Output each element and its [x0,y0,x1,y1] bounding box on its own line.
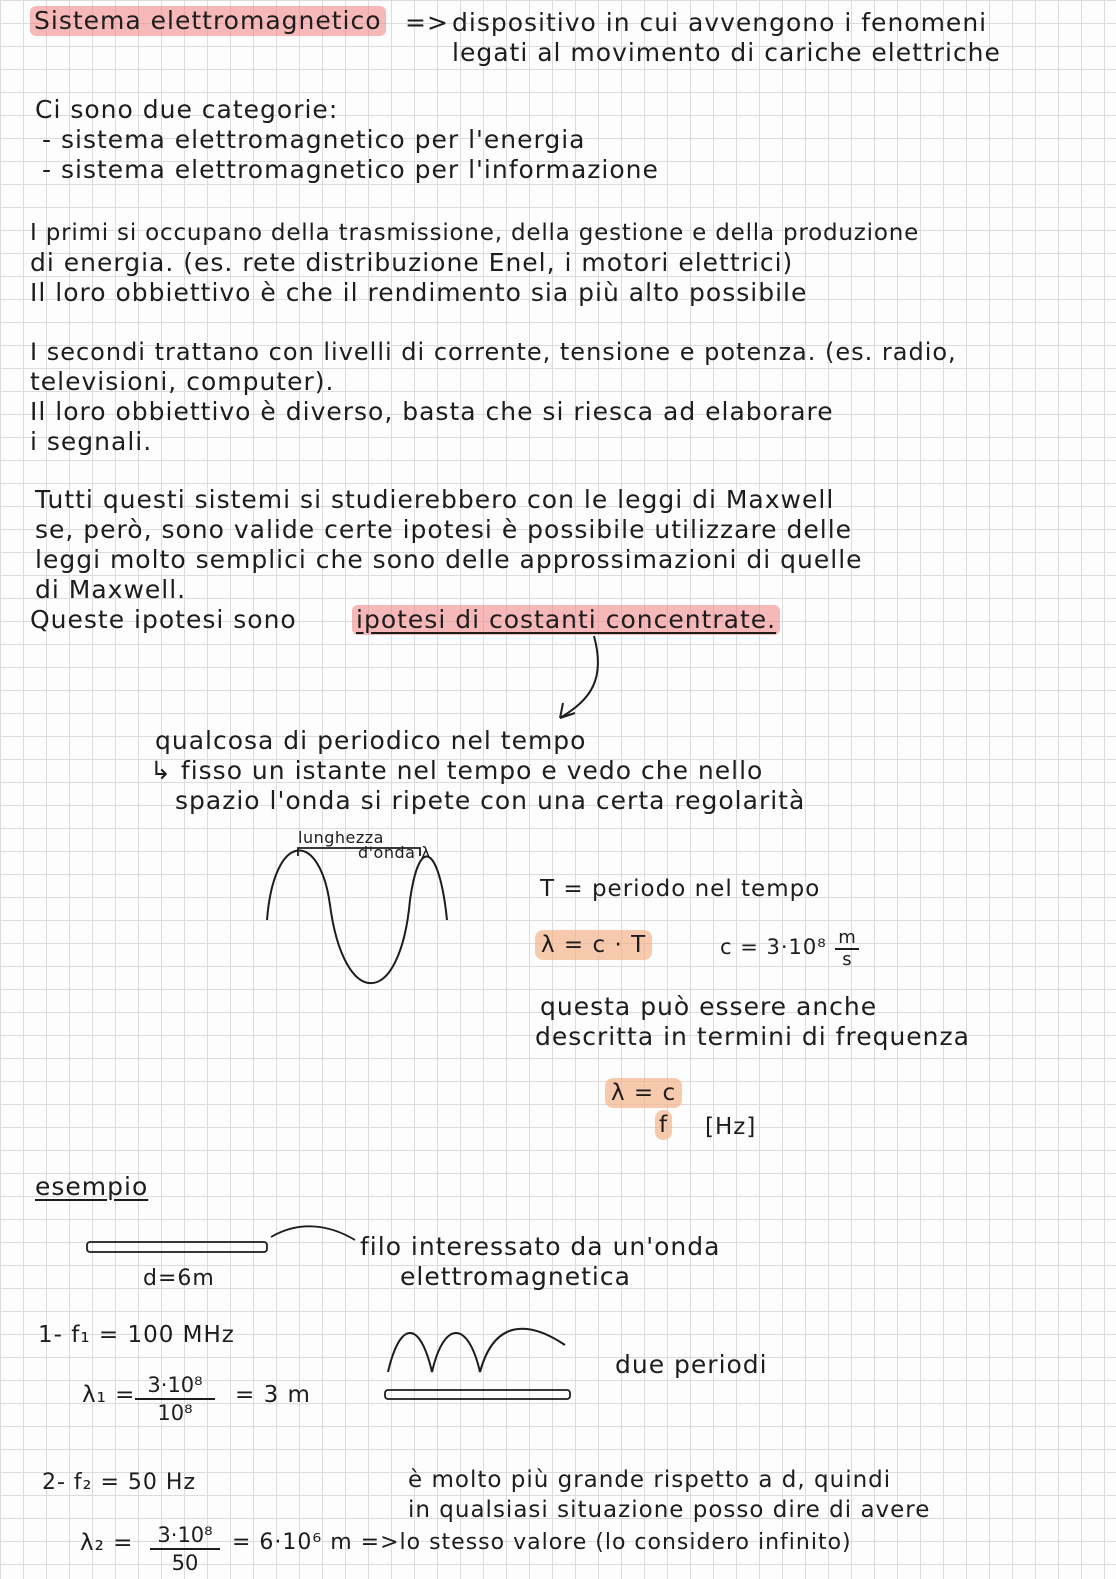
c-unit [835,928,859,970]
maxwell-line-2: se, però, sono valide certe ipotesi è possibile utilizzare delle [35,515,853,544]
c-value: c = 3·10⁸ [720,935,827,959]
lambda-cf-denominator: f [655,1110,672,1140]
example-title: esempio [35,1172,149,1201]
wire-length: d=6m [143,1266,215,1291]
example-1-result: = 3 m [235,1382,311,1408]
definition-line-1: dispositivo in cui avvengono i fenomeni [452,8,988,37]
maxwell-line-3: leggi molto semplici che sono delle approssimazioni di quelle [35,545,863,574]
categories-intro: Ci sono due categorie: [35,95,339,124]
example-2-lhs: λ₂ = [80,1530,134,1556]
secondi-line-4: i segnali. [30,427,153,456]
frequency-line-2: descritta in termini di frequenza [535,1022,970,1051]
c-unit-numerator: m [838,927,856,948]
period-definition: T = periodo nel tempo [540,876,821,902]
wire-drawing-2 [385,1390,570,1399]
periodic-line-3: spazio l'onda si ripete con una certa regolarità [175,786,806,815]
wavelength-label-1: lunghezza [298,828,384,847]
example-1-numerator: 3·10⁸ [147,1373,203,1397]
lambda-ct-formula: λ = c · T [535,930,652,960]
lambda-cf-formula: λ = c [605,1078,682,1108]
secondi-line-3: Il loro obbiettivo è diverso, basta che si riesca ad elaborare [30,397,834,426]
example-2-comment-1: è molto più grande rispetto a d, quindi [408,1467,892,1493]
example-1-lhs: λ₁ = [82,1382,136,1408]
two-periods-label: due periodi [615,1350,768,1379]
example-2-result: = 6·10⁶ m =>lo stesso valore (lo considero infinito) [232,1530,852,1555]
example-1-denominator: 10⁸ [135,1398,215,1426]
frequency-line-1: questa può essere anche [540,992,878,1021]
secondi-line-1: I secondi trattano con livelli di corrente, tensione e potenza. (es. radio, [30,338,957,366]
wire-drawing [87,1242,267,1252]
implies-arrow: => [405,8,449,37]
wire-pointer [271,1226,355,1240]
periodic-line-1: qualcosa di periodico nel tempo [155,726,587,755]
example-2-denominator: 50 [150,1548,220,1576]
example-2-fraction [150,1522,220,1576]
example-2-frequency: 2- f₂ = 50 Hz [42,1470,196,1495]
category-item-information: - sistema elettromagnetico per l'informazione [42,155,659,184]
maxwell-line-4: di Maxwell. [35,575,187,604]
secondi-line-2: televisioni, computer). [30,367,335,396]
periodic-line-2: ↳ fisso un istante nel tempo e vedo che nello [150,756,764,785]
sine-wave [267,850,447,983]
example-2-numerator: 3·10⁸ [157,1523,213,1547]
wire-label-line-1: filo interessato da un'onda [360,1232,721,1261]
lumped-constants-highlight: ipotesi di costanti concentrate. [352,605,780,635]
maxwell-line-1: Tutti questi sistemi si studierebbero con le leggi di Maxwell [35,485,835,514]
example-1-frequency: 1- f₁ = 100 MHz [38,1322,235,1348]
primi-line-1: I primi si occupano della trasmissione, della gestione e della produzione [30,220,920,246]
pointer-arrow [560,636,598,718]
two-periods-wave [388,1329,565,1372]
example-2-comment-2: in qualsiasi situazione posso dire di avere [408,1497,931,1523]
definition-line-2: legati al movimento di cariche elettriche [452,38,1001,67]
primi-line-3: Il loro obbiettivo è che il rendimento sia più alto possibile [30,278,808,307]
wavelength-label-2: d'onda λ [358,843,431,862]
primi-line-2: di energia. (es. rete distribuzione Enel, i motori elettrici) [30,248,794,277]
example-1-fraction [135,1372,215,1426]
c-unit-denominator: s [835,948,859,970]
wire-label-line-2: elettromagnetica [400,1262,631,1291]
hypotheses-prefix: Queste ipotesi sono [30,605,297,634]
category-item-energy: - sistema elettromagnetico per l'energia [42,125,586,154]
section-title: Sistema elettromagnetico [30,6,386,36]
hz-unit: [Hz] [705,1114,757,1140]
